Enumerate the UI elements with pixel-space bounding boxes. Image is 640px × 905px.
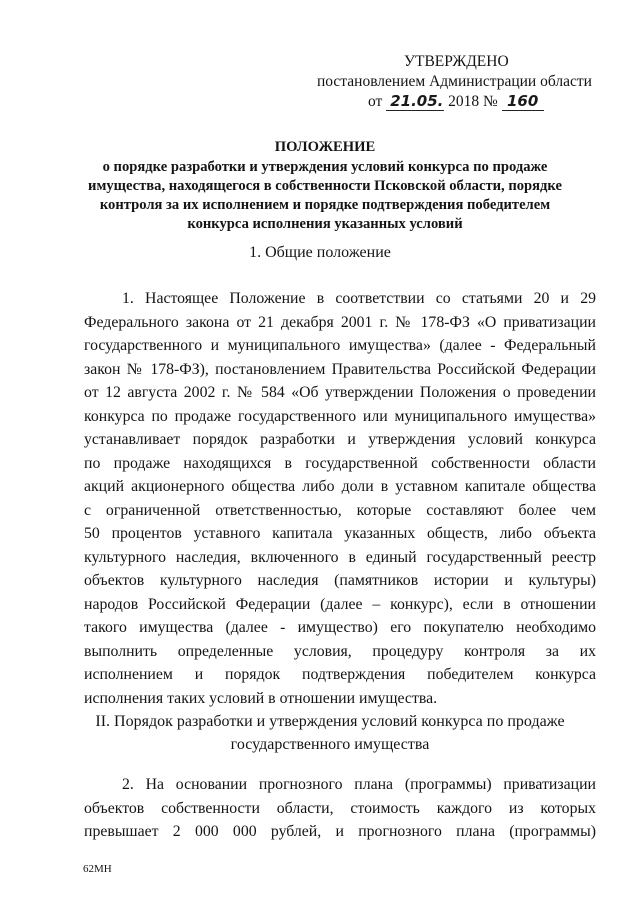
paragraph-line: устанавливает порядок разработки и утверждения условий конкурса: [84, 431, 596, 448]
paragraph-line: исполнения таких условий в отношении имущества.: [84, 689, 438, 707]
paragraph-line: 50 процентов уставного капитала указанных обществ, либо объекта: [84, 525, 596, 542]
paragraph-line: Федерального закона от 21 декабря 2001 г. № 178-ФЗ «О приватизации: [84, 313, 596, 331]
paragraph-line: акций акционерного общества либо доли в уставном капитале общества: [84, 478, 596, 495]
paragraph-2: [84, 773, 596, 844]
title-line: контроля за их исполнением и порядке подтверждения победителем: [99, 197, 551, 213]
title-line: о порядке разработки и утверждения условий конкурса по продаже: [102, 159, 548, 175]
paragraph-line: с ограниченной ответственностью, которые составляют более чем: [84, 501, 596, 519]
approval-heading: УТВЕРЖДЕНО: [404, 53, 509, 70]
approval-date-line: [368, 92, 544, 112]
paragraph-line: 1. Настоящее Положение в соответствии со статьями 20 и 29: [122, 290, 596, 307]
paragraph-line: выполнить определенные условия, процедуру контроля за их: [84, 642, 596, 660]
paragraph-line: 2. На основании прогнозного плана (программы) приватизации: [122, 776, 596, 793]
paragraph-line: исполнением и порядок подтверждения победителем конкурса: [84, 666, 596, 683]
section-1-heading: 1. Общие положение: [249, 244, 391, 261]
approval-date-prefix: от: [368, 93, 383, 110]
document-title: [60, 138, 590, 234]
section-2-heading: [70, 710, 590, 756]
approval-year-label: 2018 №: [448, 93, 498, 110]
title-main: ПОЛОЖЕНИЕ: [274, 139, 376, 155]
approval-date-field: [386, 93, 444, 111]
paragraph-line: такого имущества (далее - имущество) его покупателю необходимо: [84, 619, 596, 636]
paragraph-line: объектов собственности области, стоимость каждого из которых: [84, 799, 596, 817]
paragraph-line: закон № 178-ФЗ), постановлением Правительства Российской Федерации: [84, 360, 596, 378]
paragraph-line: от 12 августа 2002 г. № 584 «Об утверждении Положения о проведении: [84, 384, 596, 401]
paragraph-1: [84, 287, 596, 710]
paragraph-line: по продаже находящихся в государственной собственности области: [84, 454, 596, 472]
approval-number-handwritten: 160: [506, 92, 539, 110]
paragraph-line: культурного наследия, включенного в единый государственный реестр: [84, 548, 596, 566]
section-2-heading-line: государственного имущества: [230, 736, 430, 753]
approval-authority: постановлением Администрации области: [317, 73, 592, 90]
paragraph-line: конкурса по продаже государственного или муниципального имущества»: [84, 407, 596, 425]
approval-date-handwritten: 21.05.: [390, 92, 444, 110]
paragraph-line: объектов культурного наследия (памятников истории и культуры): [84, 572, 596, 589]
approval-number-field: [502, 93, 544, 111]
title-line: имущества, находящегося в собственности Псковской области, порядке: [88, 178, 562, 194]
document-footer-code: 62МН: [83, 863, 112, 875]
paragraph-line: государственного и муниципального имущества» (далее - Федеральный: [84, 337, 596, 354]
title-line: конкурса исполнения указанных условий: [187, 216, 463, 232]
paragraph-line: превышает 2 000 000 рублей, и прогнозного плана (программы): [84, 823, 596, 840]
section-2-heading-line: II. Порядок разработки и утверждения условий конкурса по продаже: [95, 713, 565, 730]
paragraph-line: народов Российской Федерации (далее – конкурс), если в отношении: [84, 595, 596, 613]
